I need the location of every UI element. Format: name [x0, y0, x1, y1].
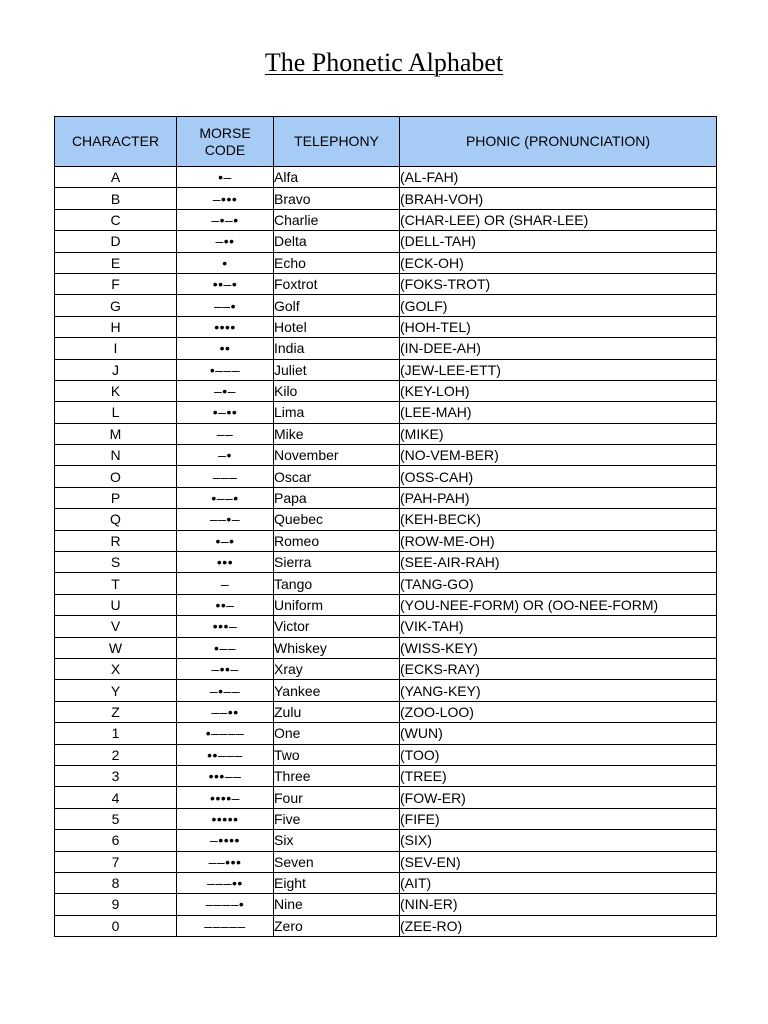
- cell-telephony: Romeo: [274, 530, 400, 551]
- cell-character: T: [55, 573, 177, 594]
- cell-telephony: Uniform: [274, 594, 400, 615]
- cell-phonic: (BRAH-VOH): [400, 188, 717, 209]
- cell-morse-code: –••–: [177, 658, 274, 679]
- cell-telephony: Lima: [274, 402, 400, 423]
- cell-telephony: Foxtrot: [274, 273, 400, 294]
- cell-telephony: Alfa: [274, 167, 400, 188]
- cell-morse-code: ••: [177, 338, 274, 359]
- cell-character: C: [55, 209, 177, 230]
- cell-phonic: (TOO): [400, 744, 717, 765]
- cell-phonic: (KEH-BECK): [400, 509, 717, 530]
- table-row: [55, 530, 717, 551]
- cell-morse-code: –––: [177, 466, 274, 487]
- cell-character: J: [55, 359, 177, 380]
- cell-telephony: Seven: [274, 851, 400, 872]
- cell-telephony: India: [274, 338, 400, 359]
- table-row: [55, 830, 717, 851]
- table-row: [55, 573, 717, 594]
- cell-morse-code: •––•: [177, 487, 274, 508]
- cell-morse-code: ––––•: [177, 894, 274, 915]
- cell-telephony: Victor: [274, 616, 400, 637]
- cell-phonic: (YOU-NEE-FORM) OR (OO-NEE-FORM): [400, 594, 717, 615]
- table-row: [55, 723, 717, 744]
- cell-telephony: Two: [274, 744, 400, 765]
- table-row: [55, 680, 717, 701]
- cell-morse-code: –––––: [177, 915, 274, 936]
- cell-character: 3: [55, 765, 177, 786]
- cell-morse-code: ••–––: [177, 744, 274, 765]
- cell-telephony: Three: [274, 765, 400, 786]
- table-row: [55, 808, 717, 829]
- cell-morse-code: •–••: [177, 402, 274, 423]
- cell-phonic: (NO-VEM-BER): [400, 445, 717, 466]
- table-row: [55, 915, 717, 936]
- table-row: [55, 316, 717, 337]
- cell-phonic: (ZEE-RO): [400, 915, 717, 936]
- cell-phonic: (DELL-TAH): [400, 231, 717, 252]
- cell-telephony: Zulu: [274, 701, 400, 722]
- cell-telephony: Kilo: [274, 380, 400, 401]
- cell-phonic: (YANG-KEY): [400, 680, 717, 701]
- cell-morse-code: ••••: [177, 316, 274, 337]
- cell-telephony: Four: [274, 787, 400, 808]
- cell-character: B: [55, 188, 177, 209]
- cell-telephony: Tango: [274, 573, 400, 594]
- cell-telephony: Nine: [274, 894, 400, 915]
- cell-morse-code: •––––: [177, 723, 274, 744]
- table-row: [55, 616, 717, 637]
- table-row: [55, 701, 717, 722]
- header-telephony: TELEPHONY: [274, 117, 400, 167]
- cell-morse-code: ––•–: [177, 509, 274, 530]
- table-row: [55, 466, 717, 487]
- cell-character: Y: [55, 680, 177, 701]
- table-row: [55, 423, 717, 444]
- table-row: [55, 509, 717, 530]
- cell-character: F: [55, 273, 177, 294]
- cell-morse-code: –•–: [177, 380, 274, 401]
- cell-phonic: (ECKS-RAY): [400, 658, 717, 679]
- cell-telephony: Hotel: [274, 316, 400, 337]
- cell-morse-code: ••••–: [177, 787, 274, 808]
- cell-phonic: (ROW-ME-OH): [400, 530, 717, 551]
- cell-character: 9: [55, 894, 177, 915]
- cell-character: 1: [55, 723, 177, 744]
- cell-phonic: (NIN-ER): [400, 894, 717, 915]
- cell-telephony: Yankee: [274, 680, 400, 701]
- cell-phonic: (SEE-AIR-RAH): [400, 552, 717, 573]
- table-row: [55, 402, 717, 423]
- table-header-row: [55, 117, 717, 167]
- header-morse-line2: CODE: [204, 141, 246, 158]
- cell-character: L: [55, 402, 177, 423]
- table-row: [55, 851, 717, 872]
- table-row: [55, 380, 717, 401]
- cell-morse-code: –: [177, 573, 274, 594]
- cell-telephony: Juliet: [274, 359, 400, 380]
- table-row: [55, 787, 717, 808]
- cell-telephony: Zero: [274, 915, 400, 936]
- table-row: [55, 209, 717, 230]
- cell-character: M: [55, 423, 177, 444]
- cell-morse-code: •–––: [177, 359, 274, 380]
- cell-phonic: (AL-FAH): [400, 167, 717, 188]
- table-row: [55, 744, 717, 765]
- table-row: [55, 167, 717, 188]
- cell-phonic: (HOH-TEL): [400, 316, 717, 337]
- cell-morse-code: •––: [177, 637, 274, 658]
- cell-phonic: (CHAR-LEE) OR (SHAR-LEE): [400, 209, 717, 230]
- table-row: [55, 872, 717, 893]
- cell-phonic: (WUN): [400, 723, 717, 744]
- cell-character: 0: [55, 915, 177, 936]
- cell-phonic: (AIT): [400, 872, 717, 893]
- cell-character: 2: [55, 744, 177, 765]
- cell-telephony: Sierra: [274, 552, 400, 573]
- cell-telephony: Quebec: [274, 509, 400, 530]
- table-row: [55, 445, 717, 466]
- cell-character: P: [55, 487, 177, 508]
- cell-phonic: (ZOO-LOO): [400, 701, 717, 722]
- cell-phonic: (VIK-TAH): [400, 616, 717, 637]
- cell-character: W: [55, 637, 177, 658]
- cell-phonic: (SIX): [400, 830, 717, 851]
- cell-phonic: (TANG-GO): [400, 573, 717, 594]
- cell-phonic: (MIKE): [400, 423, 717, 444]
- cell-phonic: (LEE-MAH): [400, 402, 717, 423]
- cell-morse-code: –––••: [177, 872, 274, 893]
- cell-morse-code: ––•: [177, 295, 274, 316]
- cell-telephony: Bravo: [274, 188, 400, 209]
- cell-telephony: Delta: [274, 231, 400, 252]
- table-row: [55, 359, 717, 380]
- table-row: [55, 637, 717, 658]
- cell-character: G: [55, 295, 177, 316]
- cell-phonic: (FOW-ER): [400, 787, 717, 808]
- table-row: [55, 658, 717, 679]
- cell-phonic: (WISS-KEY): [400, 637, 717, 658]
- table-body: [55, 167, 717, 937]
- cell-morse-code: ••–: [177, 594, 274, 615]
- cell-telephony: Six: [274, 830, 400, 851]
- cell-telephony: Whiskey: [274, 637, 400, 658]
- cell-morse-code: •••––: [177, 765, 274, 786]
- cell-morse-code: •–•: [177, 530, 274, 551]
- cell-morse-code: •–: [177, 167, 274, 188]
- cell-character: D: [55, 231, 177, 252]
- cell-character: R: [55, 530, 177, 551]
- table-row: [55, 552, 717, 573]
- cell-morse-code: ––•••: [177, 851, 274, 872]
- cell-character: X: [55, 658, 177, 679]
- header-phonic: PHONIC (PRONUNCIATION): [400, 117, 717, 167]
- cell-phonic: (PAH-PAH): [400, 487, 717, 508]
- cell-character: Q: [55, 509, 177, 530]
- table-row: [55, 188, 717, 209]
- cell-character: I: [55, 338, 177, 359]
- table-row: [55, 252, 717, 273]
- header-character: CHARACTER: [55, 117, 177, 167]
- cell-character: N: [55, 445, 177, 466]
- table-row: [55, 273, 717, 294]
- table-row: [55, 594, 717, 615]
- page-title: The Phonetic Alphabet: [264, 48, 504, 77]
- cell-phonic: (OSS-CAH): [400, 466, 717, 487]
- cell-morse-code: –••: [177, 231, 274, 252]
- cell-character: O: [55, 466, 177, 487]
- cell-character: K: [55, 380, 177, 401]
- table-row: [55, 338, 717, 359]
- table-row: [55, 765, 717, 786]
- cell-character: 4: [55, 787, 177, 808]
- header-morse-code: [177, 117, 274, 167]
- cell-character: Z: [55, 701, 177, 722]
- cell-morse-code: –•–•: [177, 209, 274, 230]
- cell-phonic: (FIFE): [400, 808, 717, 829]
- cell-morse-code: ––: [177, 423, 274, 444]
- cell-telephony: Golf: [274, 295, 400, 316]
- cell-character: E: [55, 252, 177, 273]
- cell-character: 6: [55, 830, 177, 851]
- cell-morse-code: •••: [177, 552, 274, 573]
- cell-phonic: (GOLF): [400, 295, 717, 316]
- cell-telephony: Five: [274, 808, 400, 829]
- cell-telephony: Mike: [274, 423, 400, 444]
- cell-phonic: (TREE): [400, 765, 717, 786]
- cell-morse-code: –••••: [177, 830, 274, 851]
- table-row: [55, 231, 717, 252]
- cell-character: 5: [55, 808, 177, 829]
- cell-character: H: [55, 316, 177, 337]
- table-row: [55, 894, 717, 915]
- cell-character: A: [55, 167, 177, 188]
- cell-morse-code: •: [177, 252, 274, 273]
- cell-telephony: Oscar: [274, 466, 400, 487]
- cell-character: U: [55, 594, 177, 615]
- cell-telephony: Xray: [274, 658, 400, 679]
- cell-character: 8: [55, 872, 177, 893]
- cell-telephony: November: [274, 445, 400, 466]
- cell-phonic: (FOKS-TROT): [400, 273, 717, 294]
- header-morse-line1: MORSE: [199, 124, 251, 141]
- cell-telephony: Echo: [274, 252, 400, 273]
- table-row: [55, 295, 717, 316]
- cell-phonic: (SEV-EN): [400, 851, 717, 872]
- cell-morse-code: –•: [177, 445, 274, 466]
- cell-character: S: [55, 552, 177, 573]
- cell-morse-code: –•••: [177, 188, 274, 209]
- cell-morse-code: •••–: [177, 616, 274, 637]
- cell-morse-code: –•––: [177, 680, 274, 701]
- cell-morse-code: ••–•: [177, 273, 274, 294]
- cell-phonic: (IN-DEE-AH): [400, 338, 717, 359]
- phonetic-alphabet-table: [54, 116, 717, 937]
- cell-phonic: (KEY-LOH): [400, 380, 717, 401]
- cell-morse-code: •••••: [177, 808, 274, 829]
- cell-telephony: Papa: [274, 487, 400, 508]
- cell-phonic: (ECK-OH): [400, 252, 717, 273]
- cell-telephony: Eight: [274, 872, 400, 893]
- cell-phonic: (JEW-LEE-ETT): [400, 359, 717, 380]
- cell-telephony: Charlie: [274, 209, 400, 230]
- cell-character: 7: [55, 851, 177, 872]
- cell-morse-code: ––••: [177, 701, 274, 722]
- cell-telephony: One: [274, 723, 400, 744]
- table-row: [55, 487, 717, 508]
- cell-character: V: [55, 616, 177, 637]
